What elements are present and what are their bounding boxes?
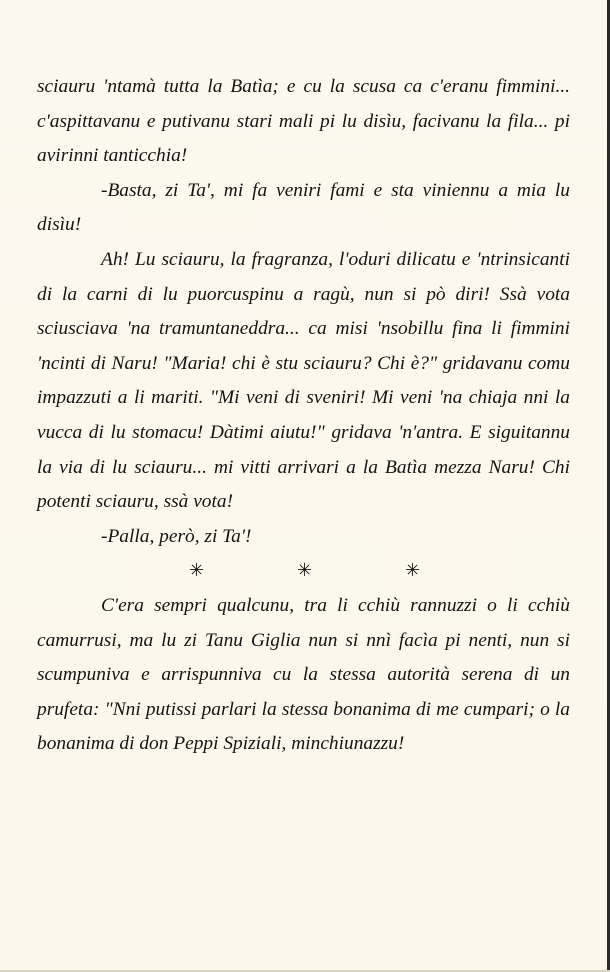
section-separator — [37, 554, 570, 589]
paragraph-2: -Basta, zi Ta', mi fa veniri fami e sta viniennu a mia lu disìu! — [37, 179, 570, 236]
paragraph-4: -Palla, però, zi Ta'! — [101, 525, 252, 547]
asterisk-icon: ✳ — [297, 560, 313, 582]
page-text — [37, 70, 570, 762]
paragraph-1: sciauru 'ntamà tutta la Batìa; e cu la scusa ca c'eranu fimmini... c'aspittavanu e putivanu stari mali pi lu disìu, facivanu la fila... pi avirinni tanticchia! — [37, 76, 570, 167]
asterisk-icon: ✳ — [405, 560, 421, 582]
paragraph-5: C'era sempri qualcunu, tra li cchiù rannuzzi o li cchiù camurrusi, ma lu zi Tanu Giglia nun si nnì facìa pi nenti, nun si scumpuniva e arrispunniva cu la stessa autorità serena di un prufeta: "Nni putissi parlari la stessa bonanima di me cumpari; o la bonanima di don Peppi Spiziali, minchiunazzu! — [37, 594, 570, 755]
paragraph-3: Ah! Lu sciauru, la fragranza, l'oduri dilicatu e 'ntrinsicanti di la carni di lu puorcuspinu a ragù, nun si pò diri! Ssà vota sciusciava 'na tramuntaneddra... ca misi 'nsobillu fina li fimmini 'ncinti di Naru! "Maria! chi è stu sciauru? Chi è?" gridavanu comu impazzuti a li mariti. "Mi veni di sveniri! Mi veni 'na chiaja nni la vucca di lu stomacu! Dàtimi aiutu!" gridava 'n'antra. E siguitannu la via di lu sciauru... mi vitti arrivari a la Batìa mezza Naru! Chi potenti sciauru, ssà vota! — [37, 248, 570, 513]
asterisk-icon: ✳ — [189, 560, 205, 582]
